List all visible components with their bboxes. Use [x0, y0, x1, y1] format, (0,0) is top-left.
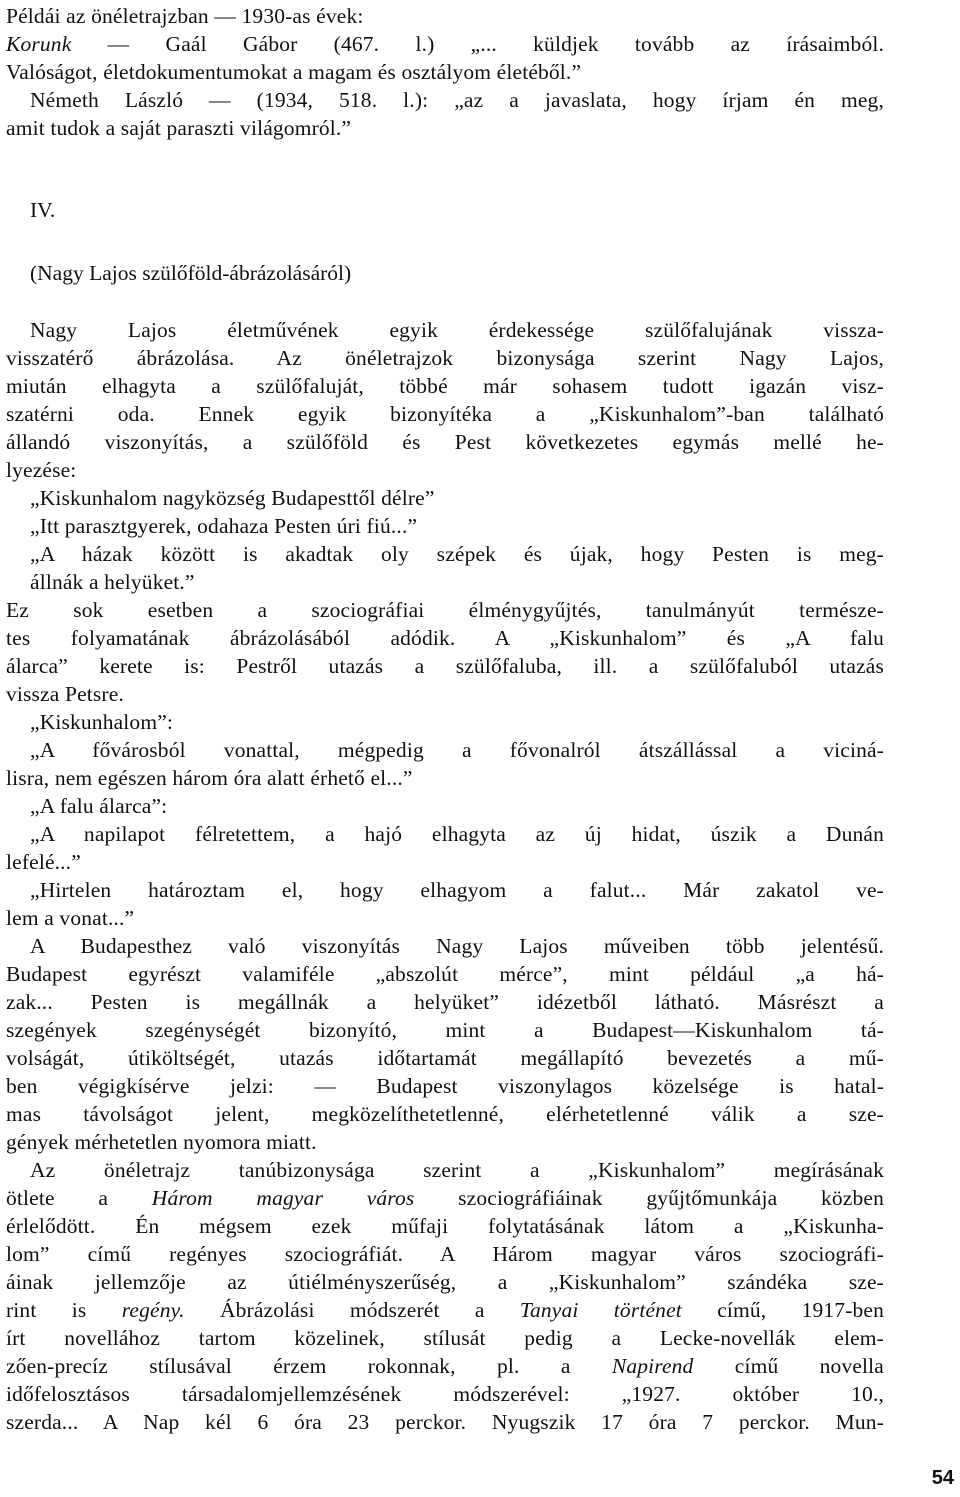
page-number: 54: [931, 1467, 954, 1489]
text-line: Az önéletrajz tanúbizonysága szerint a „Kiskunhalom” megírásának: [30, 1158, 884, 1182]
quote-line: lisra, nem egészen három óra alatt érhető el...”: [6, 766, 413, 790]
text-line: rint is regény. Ábrázolási módszerét a Tanyai történet című, 1917-ben: [6, 1298, 885, 1322]
text-line: Budapest egyrészt valamiféle „abszolút mérce”, mint például „a há-: [6, 962, 884, 986]
quote-line: „Itt parasztgyerek, odahaza Pesten úri fiú...”: [30, 514, 418, 538]
text-line: zően-precíz stílusával érzem rokonnak, pl. a Napirend című novella: [6, 1354, 884, 1378]
quote-line: „A házak között is akadtak oly szépek és újak, hogy Pesten is meg-: [30, 542, 884, 566]
quote-line: „Hirtelen határoztam el, hogy elhagyom a falut... Már zakatol ve-: [30, 878, 884, 902]
text-line: gények mérhetetlen nyomora miatt.: [6, 1130, 317, 1154]
quote-line: lefelé...”: [6, 850, 81, 874]
text-line: Korunk — Gaál Gábor (467. l.) „... küldjek tovább az írásaimból.: [6, 32, 884, 56]
quote-line: „Kiskunhalom”:: [30, 710, 174, 734]
text-line: időfelosztásos társadalomjellemzésének módszerével: „1927. október 10.,: [6, 1382, 884, 1406]
text-line: érlelődött. Én mégsem ezek műfaji folytatásának látom a „Kiskunha-: [6, 1214, 884, 1238]
text-line: amit tudok a saját paraszti világomról.”: [6, 116, 352, 140]
quote-line: „A fővárosból vonattal, mégpedig a fővonalról átszállással a viciná-: [30, 738, 884, 762]
text-line: Valóságot, életdokumentumokat a magam és osztályom életéből.”: [6, 60, 582, 84]
text-line: miután elhagyta a szülőfaluját, többé már sohasem tudott igazán visz-: [6, 374, 884, 398]
text-line: álarca” kerete is: Pestről utazás a szülőfaluba, ill. a szülőfaluból utazás: [6, 654, 884, 678]
text-line: ötlete a Három magyar város szociográfiáinak gyűjtőmunkája közben: [6, 1186, 884, 1210]
text-line: A Budapesthez való viszonyítás Nagy Lajos műveiben több jelentésű.: [30, 934, 884, 958]
quote-line: „Kiskunhalom nagyközség Budapesttől délre”: [30, 486, 435, 510]
text-line: zak... Pesten is megállnák a helyüket” idézetből látható. Másrészt a: [6, 990, 884, 1014]
text-line: áinak jellemzője az útiélményszerűség, a „Kiskunhalom” szándéka sze-: [6, 1270, 884, 1294]
text-line: lyezése:: [6, 458, 77, 482]
text-line: volságát, útiköltségét, utazás időtartamát megállapító bevezetés a mű-: [6, 1046, 884, 1070]
text-line: szegények szegénységét bizonyító, mint a Budapest—Kiskunhalom tá-: [6, 1018, 884, 1042]
text-line: Nagy Lajos életművének egyik érdekessége szülőfalujának vissza-: [30, 318, 884, 342]
text-line: szerda... A Nap kél 6 óra 23 perckor. Nyugszik 17 óra 7 perckor. Mun-: [6, 1410, 884, 1434]
text-line: ben végigkísérve jelzi: — Budapest viszonylagos közelsége is hatal-: [6, 1074, 884, 1098]
quote-line: lem a vonat...”: [6, 906, 135, 930]
text-line: lom” című regényes szociográfiát. A Három magyar város szociográfi-: [6, 1242, 884, 1266]
text-line: Ez sok esetben a szociográfiai élménygyűjtés, tanulmányút természe-: [6, 598, 884, 622]
text-line: Németh László — (1934, 518. l.): „az a javaslata, hogy írjam én meg,: [30, 88, 884, 112]
text-line: tes folyamatának ábrázolásából adódik. A „Kiskunhalom” és „A falu: [6, 626, 884, 650]
text-line: írt novellához tartom közelinek, stílusát pedig a Lecke-novellák elem-: [6, 1326, 884, 1350]
quote-line: állnák a helyüket.”: [30, 570, 195, 594]
section-title: (Nagy Lajos szülőföld-ábrázolásáról): [30, 261, 352, 285]
text-line: szatérni oda. Ennek egyik bizonyítéka a „Kiskunhalom”-ban található: [6, 402, 884, 426]
quote-line: „A falu álarca”:: [30, 794, 168, 818]
quote-line: „A napilapot félretettem, a hajó elhagyta az új hidat, úszik a Dunán: [30, 822, 884, 846]
text-line: mas távolságot jelent, megközelíthetetlenné, elérhetetlenné válik a sze-: [6, 1102, 884, 1126]
text-line: vissza Petsre.: [6, 682, 124, 706]
text-line: visszatérő ábrázolása. Az önéletrajzok bizonysága szerint Nagy Lajos,: [6, 346, 884, 370]
section-number: IV.: [30, 198, 56, 222]
text-line: Példái az önéletrajzban — 1930-as évek:: [6, 4, 364, 28]
text-line: állandó viszonyítás, a szülőföld és Pest következetes egymás mellé he-: [6, 430, 884, 454]
